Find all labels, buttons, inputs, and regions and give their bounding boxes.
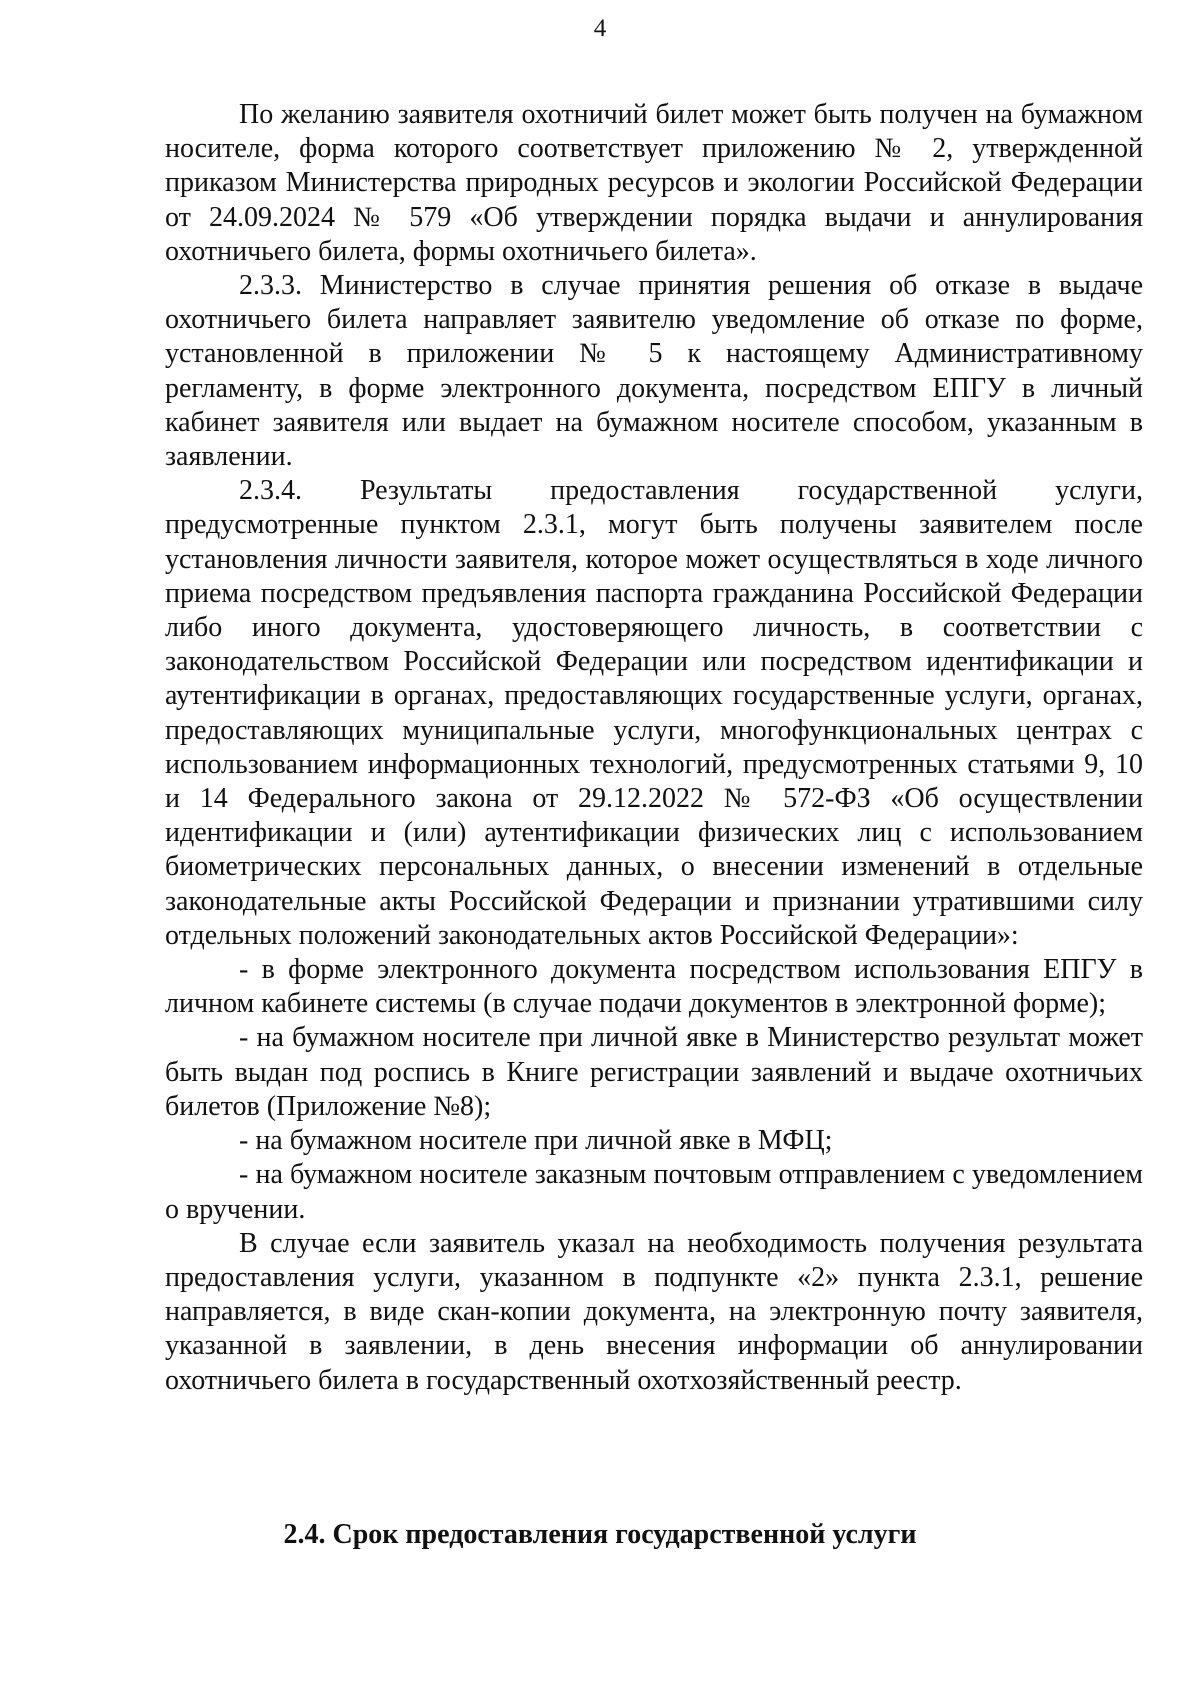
paragraph-2-3-3-refusal-notice: 2.3.3. Министерство в случае принятия решения об отказе в выдаче охотничьего билета направляет заявителю уведомление об отказе по форме, установленной в приложении № 5 к настоящему Административному регламенту, в форме электронного документа, посредством ЕПГУ в личный кабинет заявителя или выдает на бумажном носителе способом, указанным в заявлении. xyxy=(165,270,1143,473)
list-item-paper-ministry: - на бумажном носителе при личной явке в Министерство результат может быть выдан под роспись в Книге регистрации заявлений и выдаче охотничьих билетов (Приложение №8); xyxy=(165,1022,1143,1122)
paragraph-2-3-4-results: 2.3.4. Результаты предоставления государственной услуги, предусмотренные пунктом 2.3.1, могут быть получены заявителем после установления личности заявителя, которое может осуществляться в ходе личного приема посредством предъявления паспорта гражданина Российской Федерации либо иного документа, удостоверяющего личность, в соответствии с законодательством Российской Федерации или посредством идентификации и аутентификации в органах, предоставляющих государственные услуги, органах, предоставляющих муниципальные услуги, многофункциональных центрах с использованием информационных технологий, предусмотренных статьями 9, 10 и 14 Федерального закона от 29.12.2022 № 572-ФЗ «Об осуществлении идентификации и (или) аутентификации физических лиц с использованием биометрических персональных данных, о внесении изменений в отдельные законодательные акты Российской Федерации и признании утратившими силу отдельных положений законодательных актов Российской Федерации»: xyxy=(165,475,1143,951)
document-body xyxy=(165,98,1143,1398)
list-item-paper-mfc: - на бумажном носителе при личной явке в МФЦ; xyxy=(239,1125,833,1157)
paragraph-hunting-ticket-paper-form: По желанию заявителя охотничий билет может быть получен на бумажном носителе, форма которого соответствует приложению № 2, утвержденной приказом Министерства природных ресурсов и экологии Российской Федерации от 24.09.2024 № 579 «Об утверждении порядка выдачи и аннулирования охотничьего билета, формы охотничьего билета». xyxy=(165,99,1143,267)
page-number: 4 xyxy=(593,15,607,42)
paragraph-scan-copy-email: В случае если заявитель указал на необходимость получения результата предоставления услуги, указанном в подпункте «2» пункта 2.3.1, решение направляется, в виде скан-копии документа, на электронную почту заявителя, указанной в заявлении, в день внесения информации об аннулировании охотничьего билета в государственный охотхозяйственный реестр. xyxy=(165,1227,1143,1396)
list-item-electronic-form: - в форме электронного документа посредством использования ЕПГУ в личном кабинете системы (в случае подачи документов в электронной форме); xyxy=(165,954,1143,1020)
list-item-registered-mail: - на бумажном носителе заказным почтовым отправлением с уведомлением о вручении. xyxy=(165,1159,1143,1225)
section-heading: 2.4. Срок предоставления государственной услуги xyxy=(283,1519,917,1550)
